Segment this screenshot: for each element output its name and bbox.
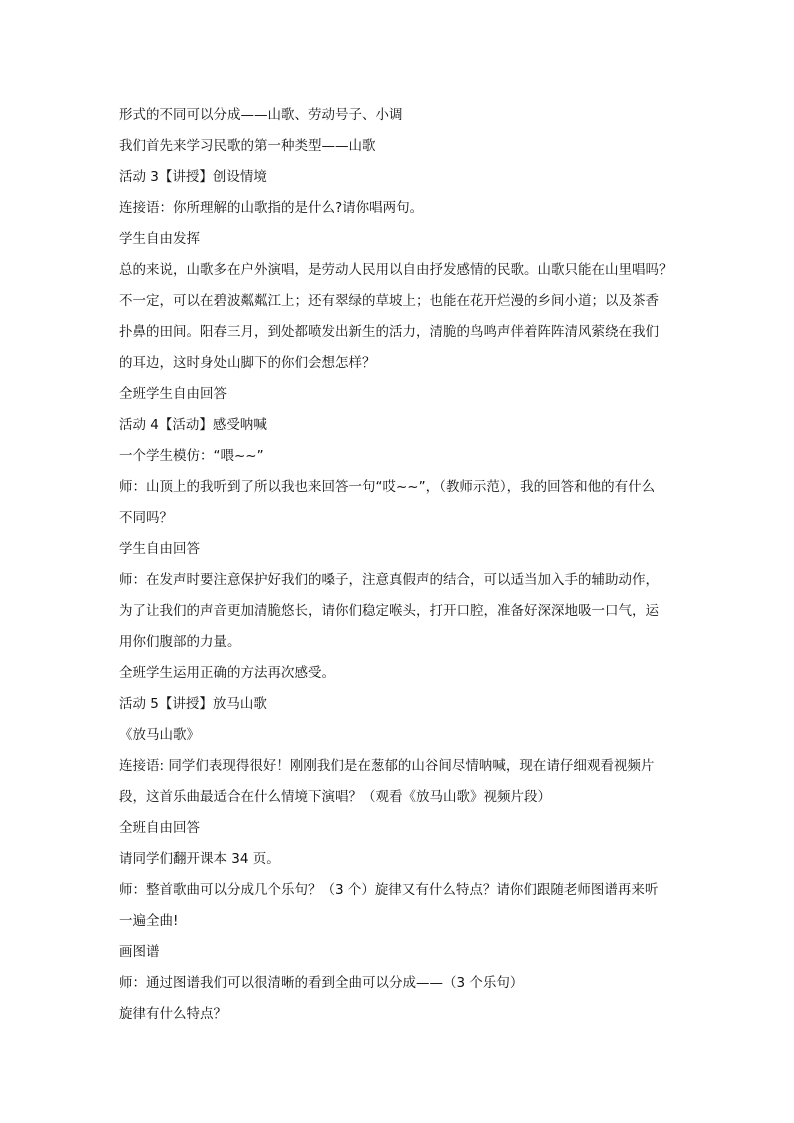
text-line: 请同学们翻开课本 34 页。	[119, 851, 280, 867]
text-line: 扑鼻的田间。阳春三月，到处都喷发出新生的活力，清脆的鸟鸣声伴着阵阵清风萦绕在我们	[119, 324, 659, 340]
text-line: 总的来说，山歌多在户外演唱，是劳动人民用以自由抒发感情的民歌。山歌只能在山里唱吗？	[119, 262, 673, 278]
text-line: 我们首先来学习民歌的第一种类型——山歌	[119, 138, 376, 154]
text-line: 师：在发声时要注意保护好我们的嗓子，注意真假声的结合，可以适当加入手的辅助动作，	[119, 572, 659, 588]
text-line: 一遍全曲!	[119, 913, 179, 929]
text-line: 形式的不同可以分成——山歌、劳动号子、小调	[119, 107, 403, 123]
text-line: 师：通过图谱我们可以很清晰的看到全曲可以分成——（3 个乐句）	[119, 975, 524, 991]
text-line: 连接语: 同学们表现得很好！刚刚我们是在葱郁的山谷间尽情呐喊，现在请仔细观看视频片	[119, 758, 655, 774]
text-line: 一个学生模仿：“喂~~”	[119, 448, 264, 464]
text-line: 全班学生运用正确的方法再次感受。	[119, 665, 335, 681]
text-line: 画图谱	[119, 944, 160, 960]
document-body	[119, 100, 679, 1030]
text-line: 全班自由回答	[119, 820, 200, 836]
text-line: 的耳边，这时身处山脚下的你们会想怎样？	[119, 355, 376, 371]
activity-heading: 活动 5【讲授】放马山歌	[119, 696, 267, 712]
text-line: 全班学生自由回答	[119, 386, 227, 402]
text-line: 不同吗？	[119, 510, 173, 526]
text-line: 师：山顶上的我听到了所以我也来回答一句“哎~~”，（教师示范），我的回答和他的有什么	[119, 479, 656, 495]
text-line: 学生自由发挥	[119, 231, 200, 247]
text-line: 用你们腹部的力量。	[119, 634, 241, 650]
activity-heading: 活动 3【讲授】创设情境	[119, 169, 267, 185]
text-line: 段，这首乐曲最适合在什么情境下演唱？（观看《放马山歌》视频片段）	[119, 789, 551, 805]
text-line: 旋律有什么特点？	[119, 1006, 227, 1022]
activity-heading: 活动 4【活动】感受呐喊	[119, 417, 267, 433]
text-line: 学生自由回答	[119, 541, 200, 557]
song-title: 《放马山歌》	[119, 727, 200, 743]
text-line: 不一定，可以在碧波粼粼江上；还有翠绿的草坡上；也能在花开烂漫的乡间小道；以及茶香	[119, 293, 659, 309]
text-line: 为了让我们的声音更加清脆悠长，请你们稳定喉头，打开口腔，准备好深深地吸一口气，运	[119, 603, 659, 619]
text-line: 师：整首歌曲可以分成几个乐句？（3 个）旋律又有什么特点？请你们跟随老师图谱再来听	[119, 882, 659, 898]
text-line: 连接语：你所理解的山歌指的是什么?请你唱两句。	[119, 200, 424, 216]
